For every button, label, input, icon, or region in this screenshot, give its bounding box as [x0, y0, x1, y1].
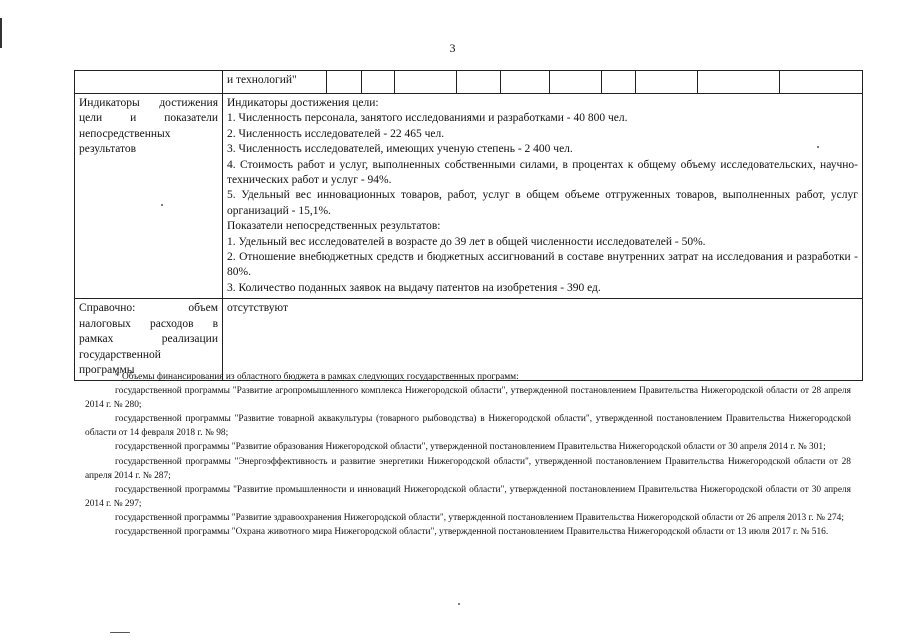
- footnotes: [85, 370, 851, 539]
- table-row-reference: [75, 299, 863, 381]
- footnote-intro: * Объемы финансирования из областного бюджета в рамках следующих государственных программ:: [115, 372, 519, 382]
- indicator-line: 3. Численность исследователей, имеющих ученую степень - 2 400 чел.: [227, 143, 573, 156]
- top-row-empty-cell: [395, 71, 457, 94]
- top-row-text-cell: и технологий": [223, 71, 327, 94]
- indicator-line: 2. Численность исследователей - 22 465 чел.: [227, 127, 445, 140]
- footnote-item: государственной программы "Охрана животного мира Нижегородской области", утвержденной постановлением Правительства Нижегородской области от 13 июля 2017 г. № 516.: [115, 527, 829, 538]
- scan-speck: [458, 603, 460, 605]
- indicators-label: Индикаторы достижения цели и показатели непосредственных результатов: [75, 94, 223, 299]
- footnote-item: государственной программы "Развитие промышленности и инноваций Нижегородской области", утвержденной постановлением Правительства Нижегородской области от 30 апреля 2014 г. № 297;: [85, 484, 851, 509]
- table-row-indicators: [75, 94, 863, 299]
- top-row-label-cell: [75, 71, 223, 94]
- top-row-empty-cell: [636, 71, 698, 94]
- top-row-empty-cell: [327, 71, 362, 94]
- indicator-line: 4. Стоимость работ и услуг, выполненных собственными силами, в процентах к общему объему исследовательских, научно-технических работ и услуг - 94%.: [227, 158, 858, 187]
- top-row-empty-cell: [602, 71, 636, 94]
- top-row-empty-cell: [501, 71, 550, 94]
- scan-speck: [817, 146, 819, 148]
- page-number: 3: [449, 41, 456, 55]
- indicator-line: 3. Количество поданных заявок на выдачу патентов на изобретения - 390 ед.: [227, 281, 601, 294]
- top-row-empty-cell: [457, 71, 501, 94]
- scan-speck: [161, 204, 163, 206]
- footnote-item: государственной программы "Развитие агропромышленного комплекса Нижегородской области", утвержденной постановлением Правительства Нижегородской области от 28 апреля 2014 г. № 280;: [85, 386, 851, 411]
- indicators-content: [223, 94, 863, 299]
- reference-value: отсутствуют: [223, 299, 863, 381]
- footnote-item: государственной программы "Развитие образования Нижегородской области", утвержденной постановлением Правительства Нижегородской области от 30 апреля 2014 г. № 301;: [115, 442, 826, 453]
- scan-speck: [110, 632, 130, 633]
- footnote-item: государственной программы "Энергоэффективность и развитие энергетики Нижегородской области", утвержденной постановлением Правительства Нижегородской области от 28 апреля 2014 г. № 287;: [85, 456, 851, 481]
- indicator-line: 1. Удельный вес исследователей в возрасте до 39 лет в общей численности исследователей - 50%.: [227, 235, 706, 248]
- program-table: [74, 70, 863, 381]
- top-row-empty-cell: [780, 71, 863, 94]
- top-row-empty-cell: [362, 71, 395, 94]
- reference-label: Справочно: объем налоговых расходов в рамках реализации государственной программы: [75, 299, 223, 381]
- top-row-empty-cell: [698, 71, 780, 94]
- top-row-empty-cell: [550, 71, 602, 94]
- indicator-line: Показатели непосредственных результатов:: [227, 220, 441, 233]
- indicator-line: 2. Отношение внебюджетных средств и бюджетных ассигнований в составе внутренних затрат на исследования и разработки - 80%.: [227, 251, 858, 279]
- indicator-line: 5. Удельный вес инновационных товаров, работ, услуг в общем объеме отгруженных товаров, выполненных работ, услуг организаций - 15,1%.: [227, 189, 858, 217]
- footnote-item: государственной программы "Развитие здравоохранения Нижегородской области", утвержденной постановлением Правительства Нижегородской области от 26 апреля 2013 г. № 274;: [115, 512, 844, 523]
- indicator-line: Индикаторы достижения цели:: [227, 97, 379, 109]
- footnote-item: государственной программы "Развитие товарной аквакультуры (товарного рыбоводства) в Нижегородской области", утвержденной постановлением Правительства Нижегородской области от 14 февраля 2018 г. № 98;: [85, 414, 851, 439]
- indicator-line: 1. Численность персонала, занятого исследованиями и разработками - 40 800 чел.: [227, 112, 628, 125]
- table-row-top: [75, 71, 863, 94]
